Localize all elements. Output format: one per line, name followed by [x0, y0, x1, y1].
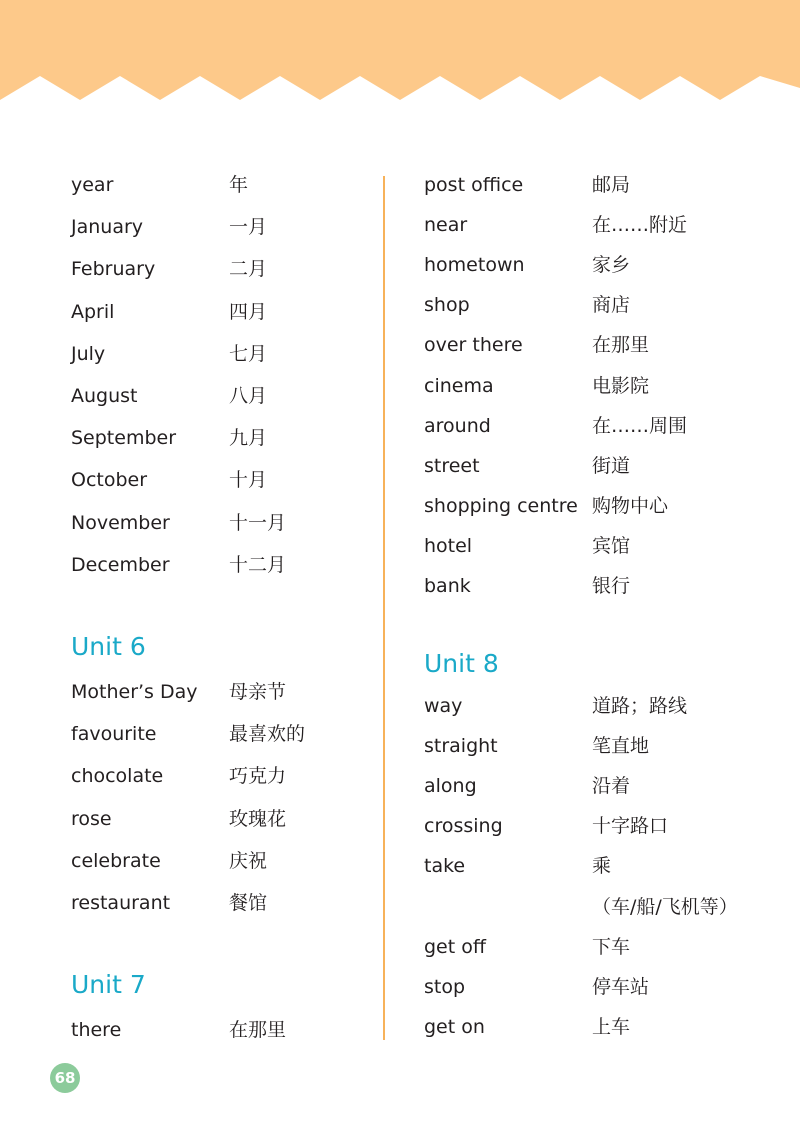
unit-8-heading: Unit 8	[424, 649, 499, 678]
chinese-meaning: 下车	[592, 935, 631, 958]
chinese-meaning: 一月	[229, 216, 268, 239]
unit-7-heading: Unit 7	[71, 970, 146, 999]
chinese-meaning: 九月	[229, 427, 268, 450]
english-word: February	[71, 258, 156, 281]
banner-zigzag-shape	[0, 0, 800, 100]
english-word: post office	[424, 174, 524, 196]
english-word: restaurant	[71, 892, 171, 914]
english-word: hotel	[424, 534, 473, 557]
chinese-meaning: 十字路口	[592, 815, 669, 838]
english-word: there	[71, 1019, 122, 1041]
english-word: get off	[424, 935, 486, 958]
chinese-meaning: 商店	[592, 294, 631, 317]
english-word: chocolate	[71, 765, 164, 788]
english-word: October	[71, 469, 148, 492]
english-word: September	[71, 427, 177, 450]
english-word: straight	[424, 735, 498, 758]
chinese-meaning: 四月	[229, 300, 268, 323]
chinese-meaning: 十二月	[229, 553, 287, 576]
chinese-meaning: 购物中心	[592, 494, 669, 517]
chinese-meaning: 电影院	[592, 374, 650, 397]
english-word: August	[71, 385, 138, 407]
chinese-meaning: 八月	[229, 385, 268, 407]
column-divider	[383, 176, 385, 1040]
english-word: take	[424, 855, 466, 878]
english-word: January	[71, 216, 144, 239]
english-word: street	[424, 454, 480, 477]
english-word: cinema	[424, 374, 494, 397]
chinese-meaning: （车/船/飞机等）	[592, 895, 738, 918]
english-word: stop	[424, 975, 466, 998]
chinese-meaning: 家乡	[592, 254, 631, 277]
english-word: year	[71, 174, 114, 196]
chinese-meaning: 银行	[592, 575, 631, 597]
chinese-meaning: 在……周围	[592, 414, 688, 437]
chinese-meaning: 年	[229, 174, 249, 196]
english-word: rose	[71, 807, 112, 830]
chinese-meaning: 街道	[592, 454, 631, 477]
chinese-meaning: 庆祝	[229, 849, 268, 872]
english-word: favourite	[71, 723, 157, 746]
english-word: shop	[424, 294, 470, 317]
chinese-meaning: 玫瑰花	[229, 807, 287, 830]
english-word: around	[424, 414, 491, 437]
chinese-meaning: 十一月	[229, 511, 287, 534]
english-word: celebrate	[71, 849, 161, 872]
chinese-meaning: 最喜欢的	[229, 723, 306, 746]
chinese-meaning: 停车站	[592, 975, 650, 998]
english-word: crossing	[424, 815, 503, 838]
chinese-meaning: 在那里	[592, 334, 650, 357]
chinese-meaning: 上车	[592, 1015, 631, 1038]
english-word: shopping centre	[424, 494, 578, 517]
unit-6-heading: Unit 6	[71, 632, 146, 661]
chinese-meaning: 笔直地	[592, 735, 650, 758]
chinese-meaning: 在那里	[229, 1019, 287, 1041]
chinese-meaning: 宾馆	[592, 534, 631, 557]
english-word: over there	[424, 334, 523, 357]
english-word: hometown	[424, 254, 525, 277]
english-word: Mother’s Day	[71, 681, 198, 703]
page-number-badge: 68	[50, 1063, 80, 1093]
chinese-meaning: 沿着	[592, 775, 631, 798]
english-word: December	[71, 553, 170, 576]
english-word: November	[71, 511, 170, 534]
english-word: bank	[424, 575, 471, 597]
chinese-meaning: 二月	[229, 258, 268, 281]
english-word: April	[71, 300, 115, 323]
chinese-meaning: 在……附近	[592, 214, 688, 237]
english-word: near	[424, 214, 468, 237]
english-word: way	[424, 695, 463, 717]
top-zigzag-banner	[0, 0, 800, 104]
chinese-meaning: 道路；路线	[592, 695, 688, 717]
chinese-meaning: 巧克力	[229, 765, 287, 788]
chinese-meaning: 十月	[229, 469, 268, 492]
english-word: along	[424, 775, 477, 798]
chinese-meaning: 母亲节	[229, 681, 287, 703]
chinese-meaning: 餐馆	[229, 892, 268, 914]
english-word: July	[71, 342, 106, 365]
chinese-meaning: 七月	[229, 342, 268, 365]
chinese-meaning: 乘	[592, 855, 612, 878]
chinese-meaning: 邮局	[592, 174, 631, 196]
english-word: get on	[424, 1015, 485, 1038]
